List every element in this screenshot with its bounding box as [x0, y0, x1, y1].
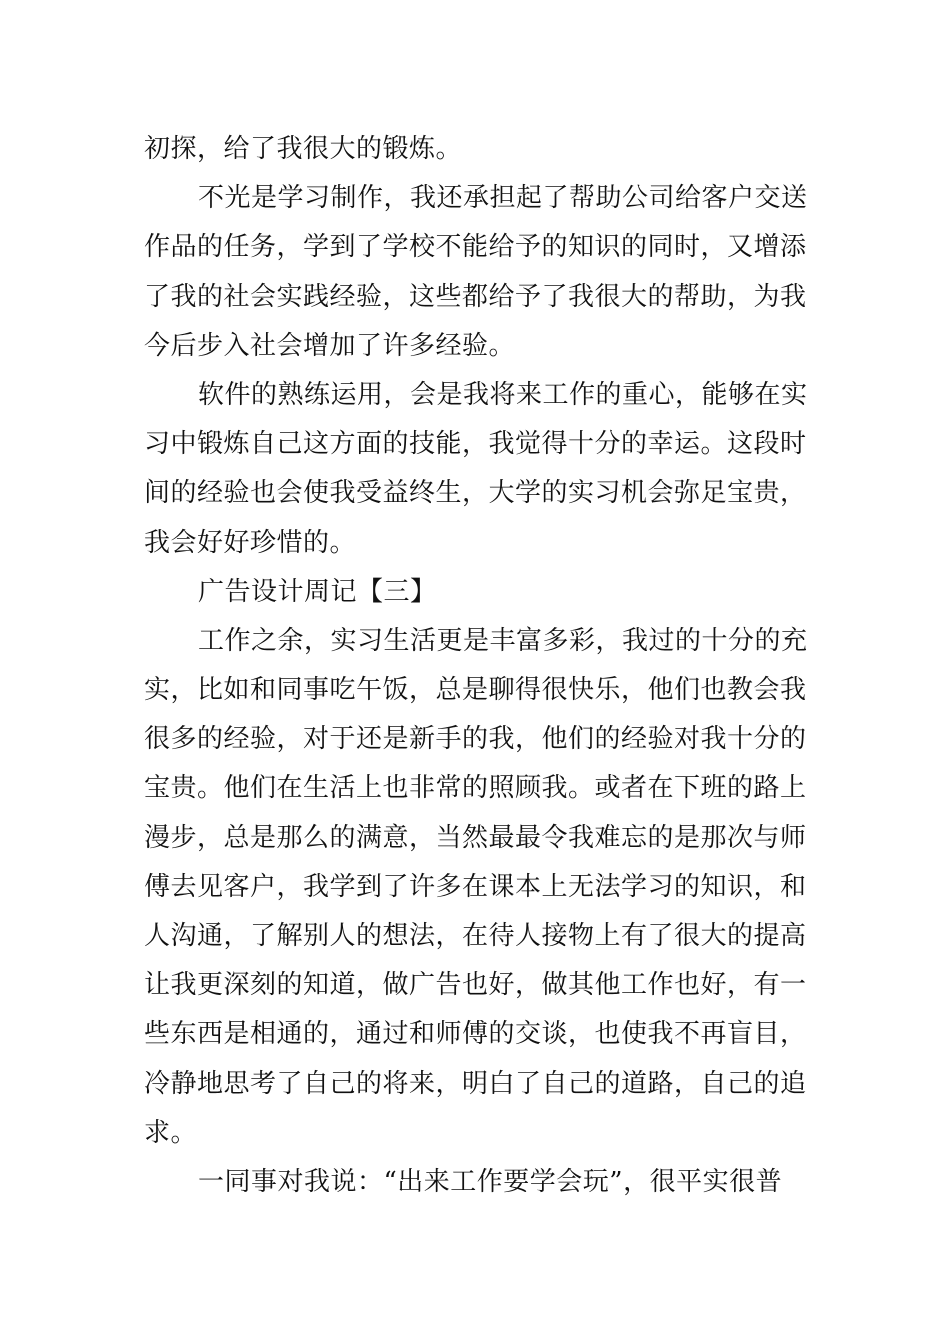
- text-line: 一同事对我说：“出来工作要学会玩”，很平实很普: [198, 1166, 783, 1197]
- text-line: 间的经验也会使我受益终生，大学的实习机会弥足宝贵，: [144, 478, 807, 509]
- text-line: 人沟通，了解别人的想法，在待人接物上有了很大的提高: [144, 921, 807, 951]
- text-line: 习中锻炼自己这方面的技能，我觉得十分的幸运。这段时: [144, 429, 807, 460]
- paragraph: [144, 174, 806, 371]
- text-line: 宝贵。他们在生活上也非常的照顾我。或者在下班的路上: [144, 773, 807, 804]
- paragraph: [144, 568, 806, 617]
- text-line: 今后步入社会增加了许多经验。: [144, 330, 516, 361]
- document-body: [144, 125, 806, 1207]
- text-line: 我会好好珍惜的。: [144, 527, 357, 558]
- text-line: 让我更深刻的知道，做广告也好，做其他工作也好，有一: [144, 970, 807, 1001]
- text-line: 广告设计周记【三】: [198, 576, 437, 607]
- text-line: 求。: [144, 1117, 198, 1148]
- text-line: 软件的熟练运用，会是我将来工作的重心，能够在实: [198, 379, 808, 410]
- text-line: 冷静地思考了自己的将来，明白了自己的道路，自己的追: [144, 1068, 807, 1099]
- text-line: 很多的经验，对于还是新手的我，他们的经验对我十分的: [144, 724, 807, 755]
- text-line: 了我的社会实践经验，这些都给予了我很大的帮助，为我: [144, 281, 807, 312]
- text-line: 些东西是相通的，通过和师傅的交谈，也使我不再盲目，: [144, 1019, 807, 1050]
- text-line: 实，比如和同事吃午饭，总是聊得很快乐，他们也教会我: [144, 675, 807, 706]
- text-line: 漫步，总是那么的满意，当然最最令我难忘的是那次与师: [144, 822, 807, 853]
- paragraph: [144, 617, 806, 1158]
- text-line: 初探，给了我很大的锻炼。: [144, 134, 463, 164]
- text-line: 傅去见客户，我学到了许多在课本上无法学习的知识，和: [144, 871, 807, 902]
- text-line: 工作之余，实习生活更是丰富多彩，我过的十分的充: [198, 625, 808, 656]
- paragraph: [144, 371, 806, 568]
- text-line: 不光是学习制作，我还承担起了帮助公司给客户交送: [198, 183, 808, 214]
- text-line: 作品的任务，学到了学校不能给予的知识的同时，又增添: [144, 232, 807, 263]
- paragraph: [144, 125, 806, 174]
- paragraph: [144, 1158, 806, 1207]
